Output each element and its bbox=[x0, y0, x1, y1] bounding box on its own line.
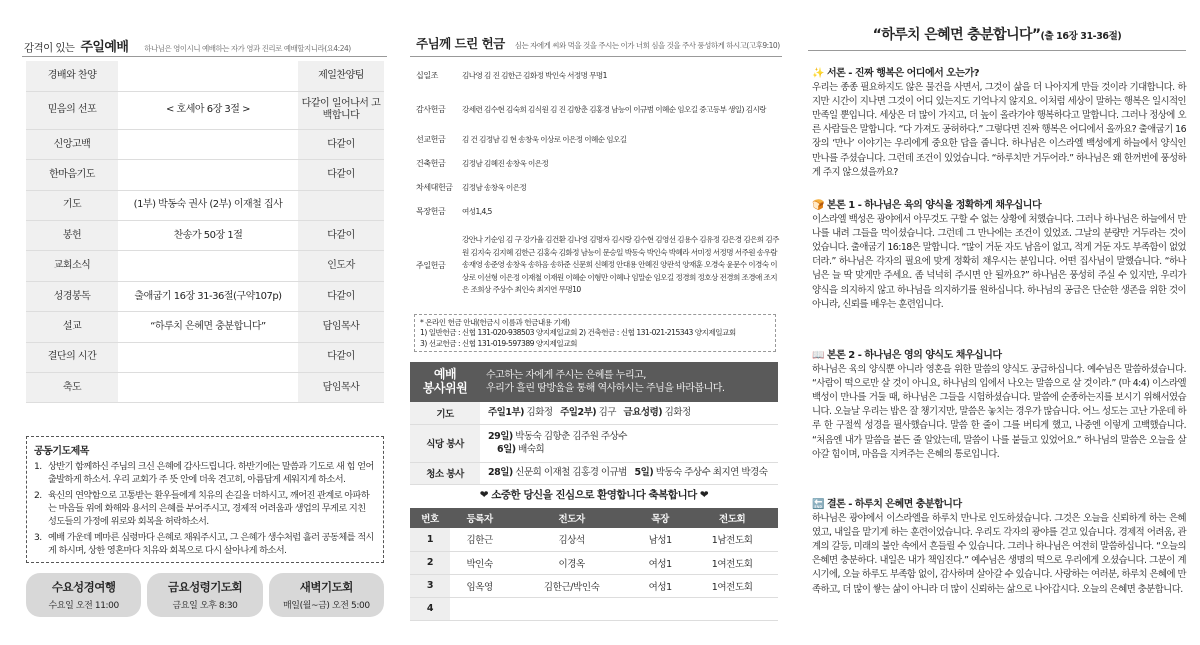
offering-names: 강안나 기순임 김 구 강가율 김건환 김나영 김명자 김시랑 김수현 김영선 김용수 김유정 김은경 김은희 김주원 김지숙 김지혜 김한근 김홍숙 김화정 남능이 문승일 박동숙 박인숙 박혜라 서미정 서정명 서주원 송우람 송재영 송준영 송창욱 송하음 송하준 신문희 신혜정 안대용 안혜진 양관석 양재훈 오경숙 윤문수 이경숙 이상로 이선형 이은정 이재철 이재원 이혜순 이형만 이혜나 임말순 임오길 정경희 정호상 전경희 조경애 조지은 조희상 주상수 최인숙 최지연 무명10 bbox=[462, 235, 779, 295]
worship-item: 결단의 시간 bbox=[26, 342, 118, 372]
prayer-topic bbox=[34, 532, 376, 557]
worship-item: 신앙고백 bbox=[26, 129, 118, 159]
prayer-topics-box bbox=[26, 436, 384, 563]
divider bbox=[22, 56, 387, 57]
divider bbox=[808, 50, 1186, 51]
bread-icon: 🍞 bbox=[812, 200, 824, 211]
offering-row bbox=[416, 134, 782, 147]
serving-slot: 6일) bbox=[497, 444, 516, 455]
worship-order-table bbox=[26, 61, 384, 403]
worship-item: 교회소식 bbox=[26, 251, 118, 281]
col-header: 등록자 bbox=[450, 508, 509, 528]
sermon-intro bbox=[812, 64, 1186, 180]
prayer-topic bbox=[34, 461, 376, 486]
prayer-text: 상반기 함께하신 주님의 크신 은혜에 감사드립니다. 하반기에는 말씀과 기도로 새 힘 얻어 출발하게 하소서. 우리 교회가 주 뜻 안에 더욱 견고히, 아름답게 세워지게 하소서. bbox=[48, 461, 374, 485]
group: 여성1 bbox=[634, 551, 686, 574]
serving-slot: 주일2부) bbox=[560, 407, 597, 419]
meeting-friday bbox=[147, 573, 262, 617]
offering-title: 주님께 드린 헌금 bbox=[416, 36, 505, 51]
offering-verse: 심는 자에게 씨와 먹을 것을 주시는 이가 너희 심을 것을 주사 풍성하게 하시고(고후9:10) bbox=[514, 41, 780, 50]
offering-names: 강세련 김수현 김숙희 김식원 김 진 김항춘 김홍경 남능이 이규범 이혜순 임오길 중고등부 생일) 김시랑 bbox=[462, 105, 766, 114]
registrant: 임옥영 bbox=[450, 574, 509, 597]
meeting-time: 수요일 오전 11:00 bbox=[48, 601, 119, 611]
worship-person: 다같이 bbox=[298, 160, 384, 190]
worship-column bbox=[22, 0, 387, 645]
meeting-dawn bbox=[269, 573, 384, 617]
prayer-topics-list bbox=[34, 461, 376, 558]
row-number: 3 bbox=[410, 574, 450, 597]
section-body: 하나님은 육의 양식뿐 아니라 영혼을 위한 말씀의 양식도 공급하십니다. 예수님은 말씀하셨습니다. “사람이 떡으로만 살 것이 아니요, 하나님의 입에서 나오는 말씀으로 살 것이라.” (마 4:4) 이스라엘 백성이 만나를 거둘 때, 하나님은 그들을 시험하셨습니다. 말씀에 순종하는지를 보시기 위해서였습니다. 오늘날 우리는 밥은 잘 챙기지만, 말씀은 놓치는 경우가 많습니다. 어느 성도는 고난 가운데 하루 한 구절씩 성경을 필사했습니다. 말씀 한 줄이 그를 버티게 했고, 나중엔 이렇게 고백했습니다. “처음엔 내가 말씀을 붙든 줄 알았는데, 말씀이 나를 붙들고 있었어요.” 하나님의 말씀은 오늘을 살아갈 힘이며, 마음을 지켜주는 은혜의 통로입니다. bbox=[812, 364, 1186, 460]
serving-names: 박동숙 주상수 최지연 박경숙 bbox=[655, 467, 768, 479]
newcomer-table bbox=[410, 508, 778, 621]
meeting-schedule bbox=[26, 573, 384, 617]
offering-type: 차세대헌금 bbox=[416, 183, 453, 192]
col-header: 전도자 bbox=[509, 508, 634, 528]
worship-content: 찬송가 50장 1절 bbox=[118, 221, 298, 251]
worship-row bbox=[26, 61, 384, 91]
worship-row bbox=[26, 342, 384, 372]
offering-names: 김정남 송창욱 이은정 bbox=[462, 183, 527, 192]
serving-table bbox=[410, 402, 778, 485]
worship-content bbox=[118, 129, 298, 159]
worship-person: 인도자 bbox=[298, 251, 384, 281]
worship-item: 믿음의 선포 bbox=[26, 91, 118, 129]
serving-label bbox=[410, 368, 480, 396]
serving-banner bbox=[410, 362, 778, 402]
serving-slot: 5일) bbox=[634, 467, 654, 479]
heading-text: 본론 1 - 하나님은 육의 양식을 정확하게 채우십니다 bbox=[826, 200, 1042, 211]
serving-row bbox=[410, 424, 778, 462]
offering-type: 건축헌금 bbox=[416, 159, 446, 168]
worship-row bbox=[26, 190, 384, 220]
sermon-body-2 bbox=[812, 346, 1186, 462]
book-icon: 📖 bbox=[812, 350, 824, 361]
registrant: 박인숙 bbox=[450, 551, 509, 574]
heading-text: 결론 - 하루치 은혜면 충분합니다 bbox=[826, 499, 962, 510]
row-number: 2 bbox=[410, 551, 450, 574]
worship-title: 주일예배 bbox=[80, 40, 129, 55]
evangelist: 이경옥 bbox=[509, 551, 634, 574]
worship-person: 다같이 bbox=[298, 129, 384, 159]
section-heading bbox=[812, 196, 1186, 211]
serving-people bbox=[480, 424, 778, 462]
offering-names: 김나영 김 진 김한근 김화정 박인숙 서정명 무명1 bbox=[462, 71, 607, 80]
worship-item: 축도 bbox=[26, 373, 118, 403]
worship-person: 다같이 bbox=[298, 281, 384, 311]
serving-names: 김화정 bbox=[526, 407, 553, 419]
serving-names: 김화정 bbox=[664, 407, 691, 419]
offering-type: 감사헌금 bbox=[416, 105, 446, 114]
offering-type: 십일조 bbox=[416, 71, 438, 80]
worship-content bbox=[118, 160, 298, 190]
row-number: 1 bbox=[410, 528, 450, 551]
worship-person: 담임목사 bbox=[298, 312, 384, 342]
worship-row bbox=[26, 160, 384, 190]
worship-title-sub: 감격이 있는 bbox=[24, 42, 75, 54]
association: 1여전도회 bbox=[686, 574, 778, 597]
heading-text: 서론 - 진짜 행복은 어디에서 오는가? bbox=[826, 68, 980, 79]
table-row bbox=[410, 551, 778, 574]
table-row bbox=[410, 597, 778, 620]
association bbox=[686, 597, 778, 620]
col-header: 번호 bbox=[410, 508, 450, 528]
serving-role: 식당 봉사 bbox=[410, 424, 480, 462]
col-header: 전도회 bbox=[686, 508, 778, 528]
meeting-title: 금요성령기도회 bbox=[167, 580, 243, 594]
serving-people bbox=[480, 462, 778, 484]
newcomer-header bbox=[410, 508, 778, 528]
worship-item: 봉헌 bbox=[26, 221, 118, 251]
offering-row bbox=[416, 70, 782, 83]
worship-item: 한마음기도 bbox=[26, 160, 118, 190]
section-body: 우리는 종종 필요하지도 않은 물건을 사면서, 그것이 삶을 더 나아지게 만들 것이라 기대합니다. 하지만 시간이 지나면 그것이 어디 있는지도 기억나지 않지요. 이처럼 세상이 말하는 행복은 일시적인 만족일 뿐입니다. 세상은 더 많이 가지고, 더 높이 올라가야 행복하다고 말합니다. 그러나 정상에 오른 사람들은 말합니다. “다 가져도 공허하다.” 그렇다면 진짜 행복은 어디에서 올까요? 출애굽기 16장의 ‘만나’ 이야기는 우리에게 중요한 답을 줍니다. 하나님은 이스라엘 백성에게 하늘에서 양식인 만나를 주셨습니다. 그런데 조건이 있었습니다. “하루치만 거두어라.” 하나님은 왜 한꺼번에 풍성하게 주지 않으셨을까요? bbox=[812, 82, 1186, 178]
worship-item: 기도 bbox=[26, 190, 118, 220]
group bbox=[634, 597, 686, 620]
serving-names: 김구 bbox=[598, 407, 616, 419]
worship-content: “하루치 은혜면 충분합니다” bbox=[118, 312, 298, 342]
prayer-text: 육신의 연약함으로 고통받는 환우들에게 치유의 손길을 더하시고, 깨어진 관계로 아파하는 마음들 위에 화해와 용서의 은혜를 부어주시고, 경제적 어려움과 생업의 무게로 지친 성도들의 가정에 위로와 회복을 허락하소서. bbox=[48, 490, 370, 527]
sermon-reference: (출 16장 31-36절) bbox=[1040, 31, 1122, 42]
sermon-title bbox=[808, 24, 1186, 44]
account-line: 1) 일반헌금 : 신협 131-020-938503 양지제일교회 2) 건축헌금 : 신협 131-021-215343 양지제일교회 bbox=[420, 328, 736, 338]
serving-people bbox=[480, 402, 778, 424]
serving-names: 박동숙 김항춘 김주원 주상수 bbox=[515, 430, 627, 442]
serving-row bbox=[410, 402, 778, 424]
serving-role: 기도 bbox=[410, 402, 480, 424]
offering-type: 선교헌금 bbox=[416, 135, 446, 144]
evangelist: 김상석 bbox=[509, 528, 634, 551]
worship-person bbox=[298, 190, 384, 220]
serving-motto bbox=[480, 369, 725, 396]
evangelist bbox=[509, 597, 634, 620]
account-line: 3) 선교헌금 : 신협 131-019-597389 양지제일교회 bbox=[420, 338, 577, 348]
serving-slot: 28일) bbox=[488, 467, 513, 479]
sparkles-icon: ✨ bbox=[812, 68, 824, 79]
serving-slot: 주일1부) bbox=[488, 407, 524, 419]
prayer-topic bbox=[34, 490, 376, 528]
online-offering-info bbox=[414, 314, 776, 352]
prayer-text: 예배 가운데 메마른 심령마다 은혜로 채워주시고, 그 은혜가 생수처럼 흘러 공동체를 적시게 하시며, 상한 영혼마다 치유와 회복으로 다시 살아나게 하소서. bbox=[48, 532, 374, 557]
serving-role: 청소 봉사 bbox=[410, 462, 480, 484]
worship-content bbox=[118, 373, 298, 403]
worship-person: 제일찬양팀 bbox=[298, 61, 384, 91]
table-row bbox=[410, 574, 778, 597]
offering-names: 여성1,4,5 bbox=[462, 207, 492, 216]
meeting-title: 새벽기도회 bbox=[299, 580, 353, 594]
evangelist: 김한근/박인숙 bbox=[509, 574, 634, 597]
meeting-title: 수요성경여행 bbox=[51, 580, 116, 594]
offering-type: 목장헌금 bbox=[416, 207, 446, 216]
worship-person: 다같이 bbox=[298, 342, 384, 372]
end-arrow-icon: 🔚 bbox=[812, 499, 824, 510]
serving-motto-line: 우리가 흘린 땀방울을 통해 역사하시는 주님을 바라봅니다. bbox=[486, 383, 725, 394]
registrant bbox=[450, 597, 509, 620]
serving-label-2: 봉사위원 bbox=[422, 381, 468, 395]
section-heading bbox=[812, 64, 1186, 79]
worship-item: 성경봉독 bbox=[26, 281, 118, 311]
offering-row bbox=[416, 104, 782, 117]
section-heading bbox=[812, 495, 1186, 510]
worship-item: 설교 bbox=[26, 312, 118, 342]
worship-row bbox=[26, 312, 384, 342]
worship-person: 다같이 bbox=[298, 221, 384, 251]
sermon-conclusion bbox=[812, 495, 1186, 597]
account-title: * 온라인 헌금 안내(헌금시 이름과 헌금내용 기재) bbox=[420, 318, 570, 327]
prayer-num: 1. bbox=[34, 461, 42, 472]
serving-slot: 금요성령) bbox=[623, 407, 663, 419]
group: 여성1 bbox=[634, 574, 686, 597]
offering-row bbox=[416, 182, 782, 195]
sermon-body-1 bbox=[812, 196, 1186, 312]
worship-content bbox=[118, 61, 298, 91]
worship-header bbox=[24, 36, 351, 55]
association: 1여전도회 bbox=[686, 551, 778, 574]
offering-row bbox=[416, 158, 782, 171]
worship-content bbox=[118, 342, 298, 372]
worship-row bbox=[26, 221, 384, 251]
section-body: 하나님은 광야에서 이스라엘을 하루치 만나로 인도하셨습니다. 그것은 오늘을 신뢰하게 하는 은혜였고, 내일을 맡기게 하는 훈련이었습니다. 우리도 각자의 광야를 걷고 있습니다. 경제적 어려움, 관계의 갈등, 미래의 불안 속에서 흔들릴 수 있습니다. 그러나 하나님은 여전히 말씀하십니다. “오늘의 은혜면 충분하다. 내일은 내가 책임진다.” 예수님은 생명의 떡으로 우리에게 오셨습니다. 그분이 계시기에, 오늘 하루도 부족함 없이, 감사하며 살아갈 수 있습니다. 사랑하는 여러분, 하루치 은혜에 만족하고, 더 많이 쌓는 삶이 아니라 더 많이 신뢰하는 삶으로 나아갑시다. 오늘의 은혜면 충분합니다. bbox=[812, 513, 1186, 595]
worship-content: < 호세아 6장 3절 > bbox=[118, 91, 298, 129]
prayer-num: 2. bbox=[34, 490, 42, 502]
worship-row bbox=[26, 129, 384, 159]
offering-type: 주일헌금 bbox=[416, 261, 446, 270]
sermon-title-text: “하루치 은혜면 충분합니다” bbox=[872, 27, 1041, 43]
offering-row bbox=[416, 206, 782, 219]
worship-content: 출애굽기 16장 31-36절(구약107p) bbox=[118, 281, 298, 311]
worship-person: 담임목사 bbox=[298, 373, 384, 403]
prayer-num: 3. bbox=[34, 532, 42, 544]
offering-names: 김정남 김혜진 송창욱 이은정 bbox=[462, 159, 549, 168]
section-heading bbox=[812, 346, 1186, 361]
meeting-time: 금요일 오후 8:30 bbox=[172, 601, 238, 611]
serving-names: 배숙희 bbox=[518, 444, 545, 455]
offering-row bbox=[416, 234, 782, 297]
registrant: 김한근 bbox=[450, 528, 509, 551]
serving-names: 신문희 이재철 김홍경 이규범 bbox=[515, 467, 627, 479]
serving-row bbox=[410, 462, 778, 484]
meeting-wednesday bbox=[26, 573, 141, 617]
worship-verse: 하나님은 영이시니 예배하는 자가 영과 진리로 예배할지니라(요4:24) bbox=[144, 44, 351, 53]
worship-row bbox=[26, 281, 384, 311]
prayer-topics-title: 공동기도제목 bbox=[34, 446, 89, 457]
offering-column bbox=[402, 0, 782, 645]
worship-item: 경배와 찬양 bbox=[26, 61, 118, 91]
divider bbox=[410, 56, 782, 57]
worship-row bbox=[26, 373, 384, 403]
worship-row bbox=[26, 251, 384, 281]
worship-content bbox=[118, 251, 298, 281]
table-row bbox=[410, 528, 778, 551]
serving-label-1: 예배 bbox=[433, 367, 457, 382]
welcome-message: ❤ 소중한 당신을 진심으로 환영합니다 축복합니다 ❤ bbox=[479, 489, 709, 501]
heading-text: 본론 2 - 하나님은 영의 양식도 채우십니다 bbox=[826, 350, 1002, 361]
group: 남성1 bbox=[634, 528, 686, 551]
worship-person: 다같이 일어나서 고백합니다 bbox=[298, 91, 384, 129]
worship-content: (1부) 박동숙 권사 (2부) 이재철 집사 bbox=[118, 190, 298, 220]
offering-header bbox=[416, 34, 780, 52]
serving-slot: 29일) bbox=[488, 430, 513, 442]
row-number: 4 bbox=[410, 597, 450, 620]
sermon-column bbox=[808, 0, 1186, 645]
section-body: 이스라엘 백성은 광야에서 아무것도 구할 수 없는 상황에 처했습니다. 그러나 하나님은 하늘에서 만나를 내려 그들을 먹이셨습니다. 그런데 그 만나에는 조건이 있었죠. 그날의 분량만 거두라는 것이었습니다. 출애굽기 16:18은 말합니다. “많이 거둔 자도 남음이 없고, 적게 거둔 자도 부족함이 없었더라.” 하나님은 각자의 필요에 맞게 정확히 채우시는 분입니다. 어떤 집사님이 말했습니다. “하나님은 늘 딱 맞게만 주세요. 좀 넉넉히 주시면 안 될까요?” 하나님은 풍성히 주실 수 있지만, 우리가 양식을 의지하지 않고 하나님을 의지하기를 원하십니다. 하나님의 공급은 단순한 생존을 위한 것이 아니라, 신뢰를 배우는 훈련입니다. bbox=[812, 214, 1186, 310]
offering-names: 김 건 김정남 김 현 송창욱 이상로 이은정 이혜순 임오길 bbox=[462, 135, 627, 144]
association: 1남전도회 bbox=[686, 528, 778, 551]
serving-motto-line: 수고하는 자에게 주시는 은혜를 누리고, bbox=[486, 369, 646, 381]
worship-row bbox=[26, 91, 384, 129]
col-header: 목장 bbox=[634, 508, 686, 528]
meeting-time: 매일(월~금) 오전 5:00 bbox=[282, 601, 370, 611]
